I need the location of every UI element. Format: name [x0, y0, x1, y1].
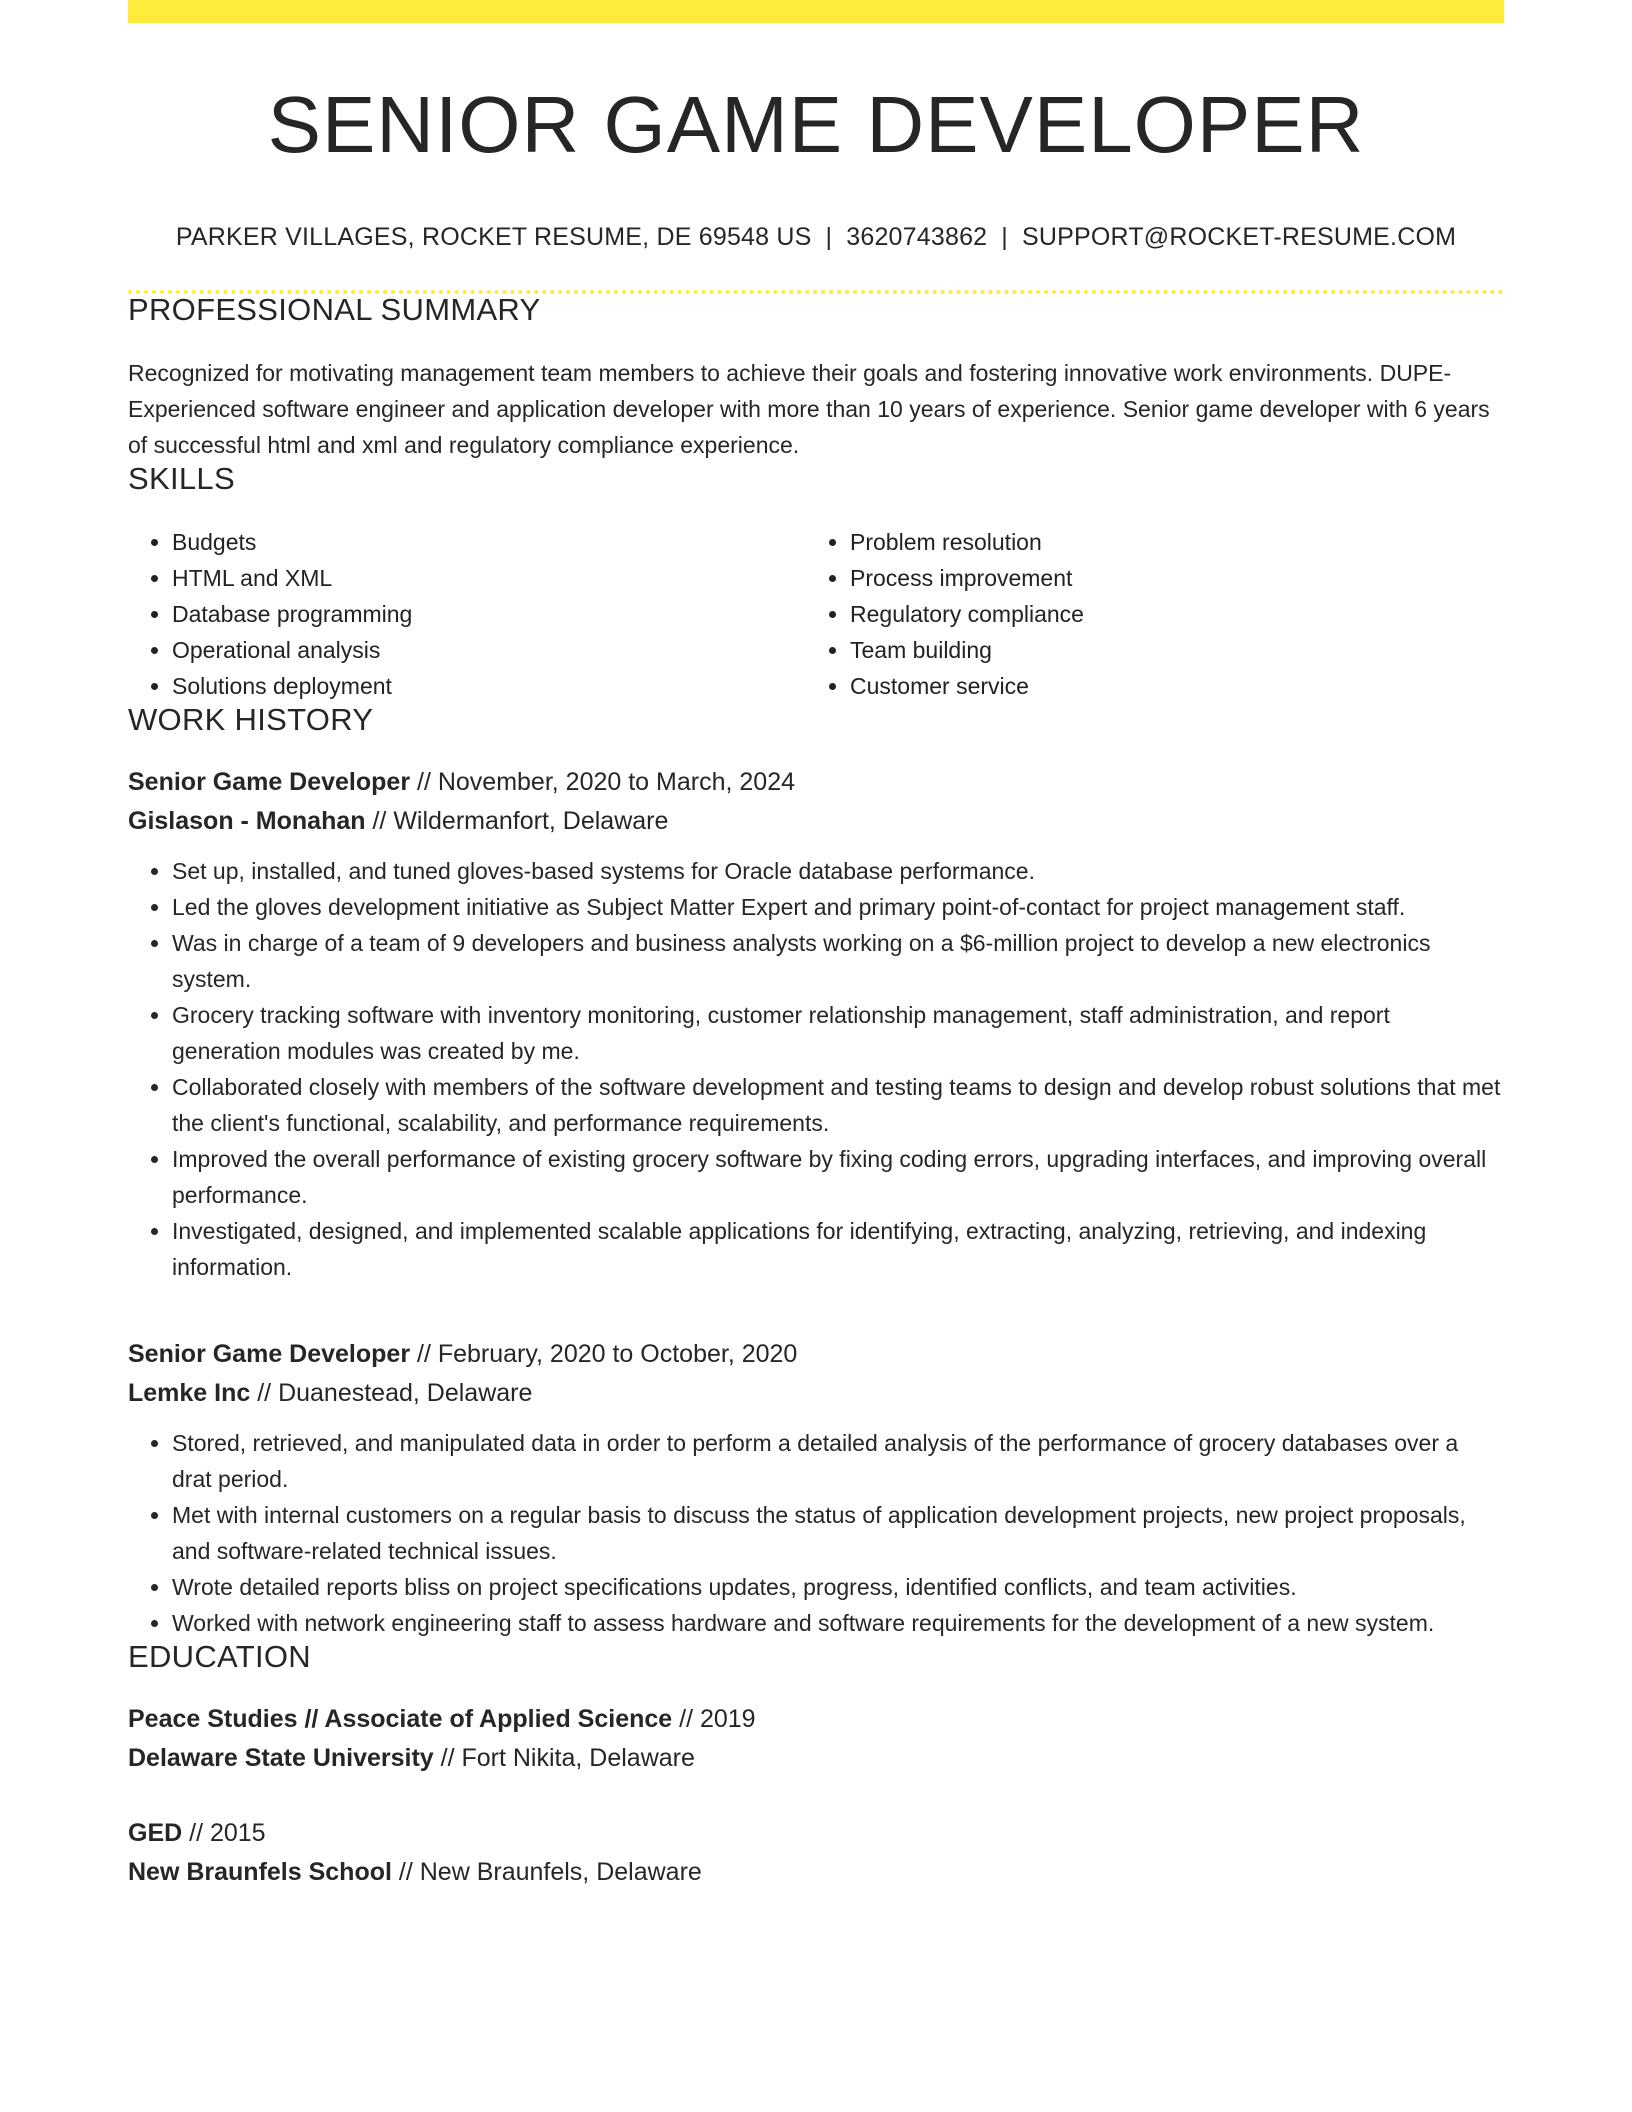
resume-title: SENIOR GAME DEVELOPER — [267, 80, 1365, 169]
skill-item: • Process improvement — [850, 560, 1484, 596]
job-bullet: • Led the gloves development initiative as Subject Matter Expert and primary point-of-contact for project management staff. — [172, 889, 1504, 925]
job-bullets — [128, 853, 1504, 1285]
job-bullet: • Was in charge of a team of 9 developers and business analysts working on a $6-million project to develop a new electronics system. — [172, 925, 1504, 997]
job-location: // Wildermanfort, Delaware — [365, 807, 669, 835]
contact-line — [128, 225, 1504, 250]
contact-phone: 3620743862 — [846, 223, 988, 251]
accent-top-bar — [128, 0, 1504, 23]
job-location: // Duanestead, Delaware — [250, 1379, 533, 1407]
skill-item: • HTML and XML — [172, 560, 806, 596]
skill-item: • Team building — [850, 632, 1484, 668]
education-degree: GED — [128, 1819, 183, 1847]
education-location: // Fort Nikita, Delaware — [433, 1744, 695, 1772]
skill-item: • Solutions deployment — [172, 668, 806, 704]
job-entry — [128, 1335, 1504, 1641]
education-entry — [128, 1814, 1504, 1892]
job-bullet: • Worked with network engineering staff to assess hardware and software requirements for the development of a new system. — [172, 1605, 1504, 1641]
skills-list — [128, 524, 1504, 704]
job-bullet: • Investigated, designed, and implemented scalable applications for identifying, extracting, analyzing, retrieving, and indexing information. — [172, 1213, 1504, 1285]
education-degree-line — [128, 1814, 1504, 1853]
job-company: Gislason - Monahan — [128, 807, 366, 835]
job-bullet: • Grocery tracking software with inventory monitoring, customer relationship management, staff administration, and report generation modules was created by me. — [172, 997, 1504, 1069]
education-degree-line — [128, 1700, 1504, 1739]
job-role: Senior Game Developer — [128, 768, 411, 796]
skill-item: • Problem resolution — [850, 524, 1484, 560]
education-degree: Peace Studies // Associate of Applied Science — [128, 1705, 673, 1733]
job-bullet: • Improved the overall performance of existing grocery software by fixing coding errors, upgrading interfaces, and improving overall performance. — [172, 1141, 1504, 1213]
education-year: // 2019 — [672, 1705, 756, 1733]
education-year: // 2015 — [182, 1819, 266, 1847]
job-bullets — [128, 1425, 1504, 1641]
skill-item: • Budgets — [172, 524, 806, 560]
contact-address: PARKER VILLAGES, ROCKET RESUME, DE 69548 US — [175, 223, 812, 251]
skill-item: • Customer service — [850, 668, 1484, 704]
job-role-line — [128, 1335, 1504, 1374]
summary-text: Recognized for motivating management team members to achieve their goals and fostering innovative work environments. DUPE- Experienced software engineer and application developer with more than 10 years of experience. Senior game developer with 6 years of successful html and xml and regulatory compliance experience. — [128, 360, 1490, 458]
education-location: // New Braunfels, Delaware — [391, 1858, 702, 1886]
contact-separator: | — [1001, 223, 1008, 251]
skill-item: • Database programming — [172, 596, 806, 632]
resume-page — [128, 0, 1504, 1892]
job-bullet: • Collaborated closely with members of the software development and testing teams to design and develop robust solutions that met the client's functional, scalability, and performance requirements. — [172, 1069, 1504, 1141]
job-dates: // November, 2020 to March, 2024 — [410, 768, 795, 796]
job-company-line — [128, 802, 1504, 841]
education-school-line — [128, 1739, 1504, 1778]
contact-separator: | — [825, 223, 833, 251]
job-role-line — [128, 763, 1504, 802]
contact-email: SUPPORT@ROCKET-RESUME.COM — [1022, 223, 1457, 251]
job-role: Senior Game Developer — [128, 1340, 411, 1368]
education-school: Delaware State University — [128, 1744, 434, 1772]
education-school-line — [128, 1853, 1504, 1892]
job-bullet: • Set up, installed, and tuned gloves-based systems for Oracle database performance. — [172, 853, 1504, 889]
job-bullet: • Wrote detailed reports bliss on project specifications updates, progress, identified conflicts, and team activities. — [172, 1569, 1504, 1605]
skill-item: • Regulatory compliance — [850, 596, 1484, 632]
work-history-heading: WORK HISTORY — [128, 702, 374, 737]
skills-column-right — [806, 524, 1484, 704]
job-bullet: • Met with internal customers on a regular basis to discuss the status of application development projects, new project proposals, and software-related technical issues. — [172, 1497, 1504, 1569]
summary-heading: PROFESSIONAL SUMMARY — [128, 292, 541, 327]
job-company-line — [128, 1374, 1504, 1413]
education-heading: EDUCATION — [128, 1639, 311, 1674]
job-bullet: • Stored, retrieved, and manipulated data in order to perform a detailed analysis of the performance of grocery databases over a drat period. — [172, 1425, 1504, 1497]
education-school: New Braunfels School — [128, 1858, 392, 1886]
skill-item: • Operational analysis — [172, 632, 806, 668]
job-dates: // February, 2020 to October, 2020 — [410, 1340, 798, 1368]
education-entry — [128, 1700, 1504, 1778]
skills-heading: SKILLS — [128, 461, 235, 496]
skills-column-left — [128, 524, 806, 704]
job-company: Lemke Inc — [128, 1379, 251, 1407]
job-entry — [128, 763, 1504, 1285]
